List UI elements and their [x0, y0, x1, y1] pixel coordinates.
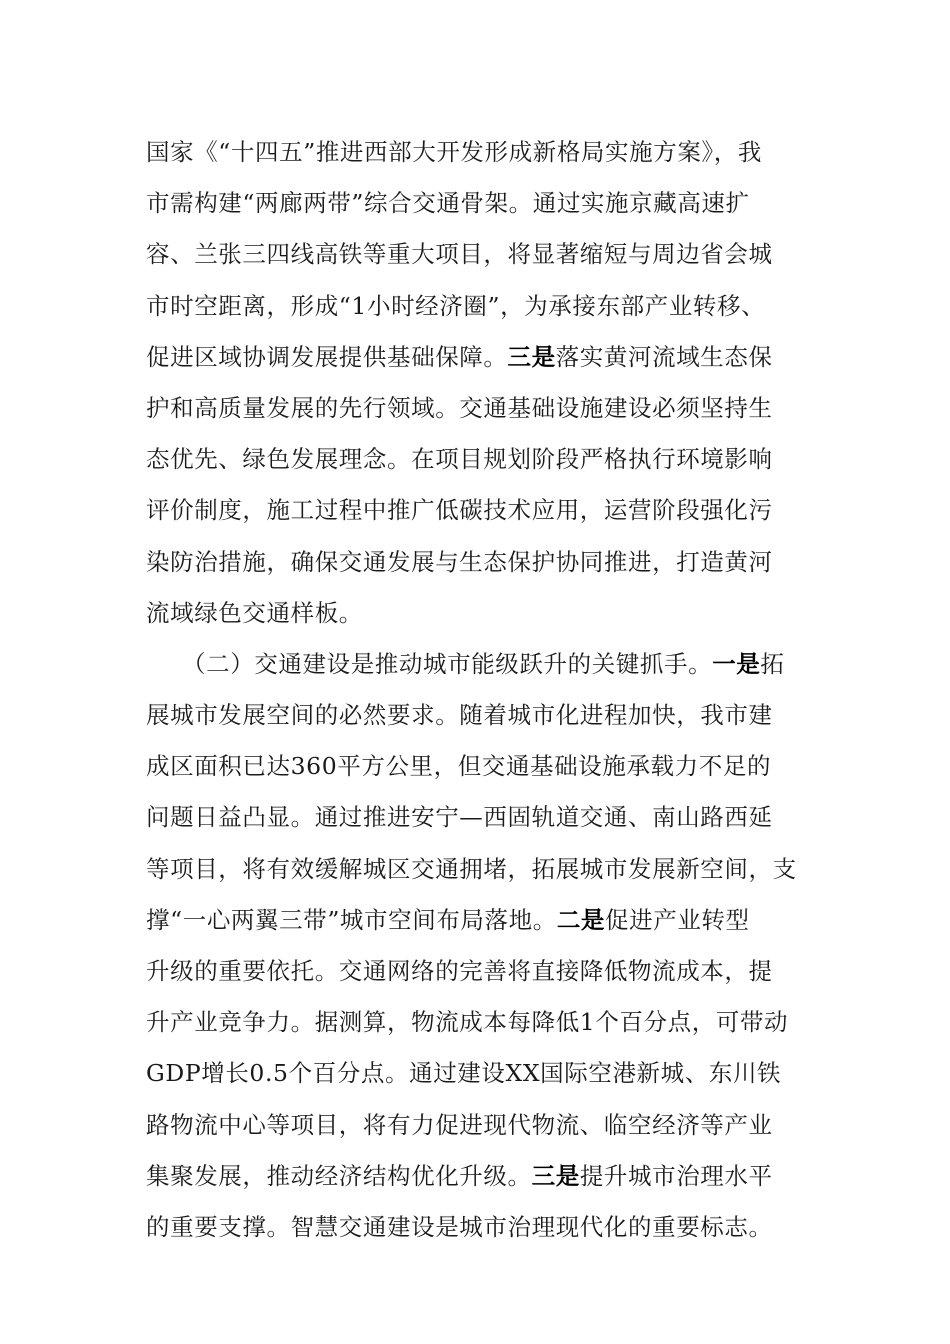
- text-run: 展城市发展空间的必然要求。随着城市化进程加快，我市建: [146, 701, 773, 730]
- text-line: [146, 1048, 816, 1099]
- text-run: 流域绿色交通样板。: [146, 598, 363, 627]
- text-run: 等项目，将有效缓解城区交通拥堵，拓展城市发展新空间，支: [146, 854, 797, 883]
- text-run: 落实黄河流域生态保: [555, 342, 773, 371]
- text-line: [146, 1202, 816, 1253]
- text-run: 路物流中心等项目，将有力促进现代物流、临空经济等产业: [146, 1110, 773, 1139]
- text-run: 问题日益凸显。通过推进安宁—西固轨道交通、南山路西延: [146, 803, 773, 832]
- text-line: [146, 1100, 816, 1151]
- text-run: 态优先、绿色发展理念。在项目规划阶段严格执行环境影响: [146, 445, 773, 474]
- text-run: 染防治措施，确保交通发展与生态保护协同推进，打造黄河: [146, 547, 773, 576]
- text-run: （二）交通建设是推动城市能级跃升的关键抓手。: [182, 649, 713, 678]
- text-line: [146, 383, 816, 434]
- document-body: [146, 127, 816, 1253]
- text-line: [146, 127, 816, 178]
- text-run: 护和高质量发展的先行领域。交通基础设施建设必须坚持生: [146, 393, 773, 422]
- text-line: [146, 639, 816, 690]
- text-line: [146, 1151, 816, 1202]
- text-run: 拓: [760, 649, 785, 678]
- text-line: [146, 434, 816, 485]
- text-run: 升级的重要依托。交通网络的完善将直接降低物流成本，提: [146, 957, 773, 985]
- text-line: [146, 537, 816, 588]
- text-line: [146, 690, 816, 741]
- text-line: [146, 946, 816, 997]
- text-run: 市时空距离，形成“1小时经济圈”，为承接东部产业转移、: [146, 291, 766, 320]
- text-run: 促进区域协调发展提供基础保障。: [146, 342, 508, 371]
- text-run: 市需构建“两廊两带”综合交通骨架。通过实施京藏高速扩: [146, 189, 750, 218]
- text-line: [146, 792, 816, 843]
- text-run: 集聚发展，推动经济结构优化升级。: [146, 1161, 532, 1190]
- text-line: [146, 178, 816, 229]
- bold-marker: 三是: [507, 342, 556, 371]
- text-run: 促进产业转型: [605, 905, 750, 934]
- text-line: [146, 281, 816, 332]
- text-run: 升产业竞争力。据测算，物流成本每降低1个百分点，可带动: [146, 1008, 789, 1037]
- text-run: 评价制度，施工过程中推广低碳技术应用，运营阶段强化污: [146, 496, 773, 525]
- text-run: 的重要支撑。智慧交通建设是城市治理现代化的重要标志。: [146, 1212, 773, 1241]
- text-run: 国家《“十四五”推进西部大开发形成新格局实施方案》，我: [146, 138, 762, 166]
- text-run: GDP增长0.5个百分点。通过建设XX国际空港新城、东川铁: [146, 1059, 782, 1088]
- text-run: 提升城市治理水平: [579, 1161, 773, 1190]
- text-line: [146, 997, 816, 1048]
- text-line: [146, 485, 816, 536]
- bold-marker: 一是: [712, 649, 761, 678]
- text-line: [146, 588, 816, 639]
- text-run: 撑“一心两翼三带”城市空间布局落地。: [146, 905, 557, 934]
- bold-marker: 三是: [531, 1161, 580, 1190]
- bold-marker: 二是: [556, 905, 606, 934]
- text-line: [146, 895, 816, 946]
- text-line: [146, 229, 816, 280]
- text-run: 容、兰张三四线高铁等重大项目，将显著缩短与周边省会城: [146, 240, 773, 269]
- text-line: [146, 741, 816, 792]
- text-line: [146, 844, 816, 895]
- text-line: [146, 332, 816, 383]
- text-run: 成区面积已达360平方公里，但交通基础设施承载力不足的: [146, 752, 772, 781]
